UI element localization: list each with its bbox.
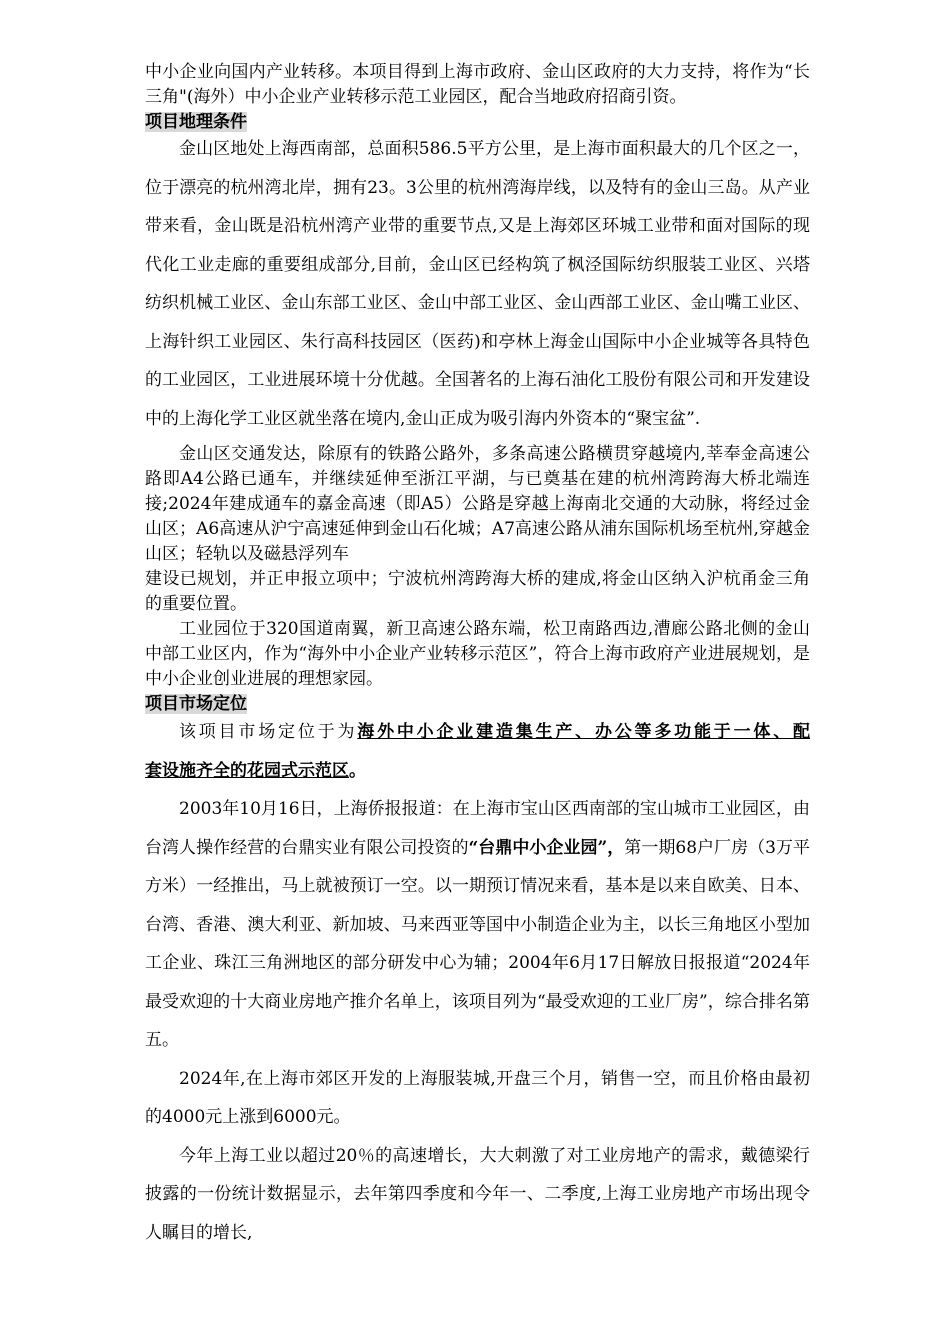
market-paragraph-1-prefix: 该项目市场定位于为 [179,722,358,742]
section-heading-geography-text: 项目地理条件 [145,112,247,132]
market-paragraph-4: 今年上海工业以超过20％的高速增长，大大刺激了对工业房地产的需求，戴德梁行披露的一份统计数据显示，去年第四季度和今年一、二季度,上海工业房地产市场出现令人瞩目的增长, [145,1145,810,1243]
geography-paragraph-1: 金山区地处上海西南部，总面积586.5平方公里，是上海市面积最大的几个区之一，位于漂亮的杭州湾北岸，拥有23。3公里的杭州湾海岸线，以及特有的金山三岛。从产业带来看，金山既是沿杭州湾产业带的重要节点,又是上海郊区环城工业带和面对国际的现代化工业走廊的重要组成部分,目前，金山区已经构筑了枫泾国际纺织服装工业区、兴塔纺织机械工业区、金山东部工业区、金山中部工业区、金山西部工业区、金山嘴工业区、上海针织工业园区、朱行高科技园区（医药)和亭林上海金山国际中小企业城等各具特色的工业园区，工业进展环境十分优越。全国著名的上海石油化工股份有限公司和开发建设中的上海化学工业区就坐落在境内,金山正成为吸引海内外资本的“聚宝盆”. [145,139,810,429]
market-paragraph-2 [145,790,810,1060]
taiding-park-name: “台鼎中小企业园”， [468,837,625,858]
market-paragraph-1-line-1 [145,713,810,752]
market-positioning-highlight-1: 海外中小企业建造集生产、办公等多功能于一体、配 [357,722,811,742]
market-paragraph-1-line-2 [145,752,810,791]
market-paragraph-1-end: 。 [349,760,366,781]
market-paragraph-1 [145,713,810,790]
geography-paragraph-2: 金山区交通发达，除原有的铁路公路外，多条高速公路横贯穿越境内,莘奉金高速公路即A4公路已通车，并继续延伸至浙江平湖，与已奠基在建的杭州湾跨海大桥北端连接;2024年建成通车的嘉金高速（即A5）公路是穿越上海南北交通的大动脉，将经过金山区；A6高速从沪宁高速延伸到金山石化城；A7高速公路从浦东国际机场至杭州,穿越金山区；轻轨以及磁悬浮列车 [145,444,810,564]
market-paragraph-3: 2024年,在上海市郊区开发的上海服装城,开盘三个月，销售一空，而且价格由最初的4000元上涨到6000元。 [145,1068,810,1127]
intro-paragraph: 中小企业向国内产业转移。本项目得到上海市政府、金山区政府的大力支持，将作为“长三角"(海外）中小企业产业转移示范工业园区，配合当地政府招商引资。 [145,62,810,107]
section-heading-market-text: 项目市场定位 [145,694,247,714]
market-paragraph-2-text-a: 2003年10月16日，上海侨报报道：在上海市宝山区西南部的宝山城市工业园区，由台湾人操作经营的台鼎实业有限公司投资的 [145,799,810,858]
geography-paragraph-3: 工业园位于320国道南翼，新卫高速公路东端，松卫南路西边,漕廊公路北侧的金山中部工业区内，作为“海外中小企业产业转移示范区”，符合上海市政府产业进展规划，是中小企业创业进展的理想家园。 [145,619,810,689]
document-page [145,60,810,1252]
market-positioning-highlight-2: 套设施齐全的花园式示范区 [145,760,349,781]
geography-paragraph-2-continued: 建设已规划，并正申报立项中；宁波杭州湾跨海大桥的建成,将金山区纳入沪杭甬金三角的重要位置。 [145,569,810,614]
market-paragraph-2-text-b: 第一期68户厂房（3万平方米）一经推出，马上就被预订一空。以一期预订情况来看，基本是以来自欧美、日本、台湾、香港、澳大利亚、新加坡、马来西亚等国中小制造企业为主，以长三角地区小型加工企业、珠江三角洲地区的部分研发中心为辅；2004年6月17日解放日报报道“2024年最受欢迎的十大商业房地产推介名单上，该项目列为“最受欢迎的工业厂房”，综合排名第五。 [145,837,810,1050]
